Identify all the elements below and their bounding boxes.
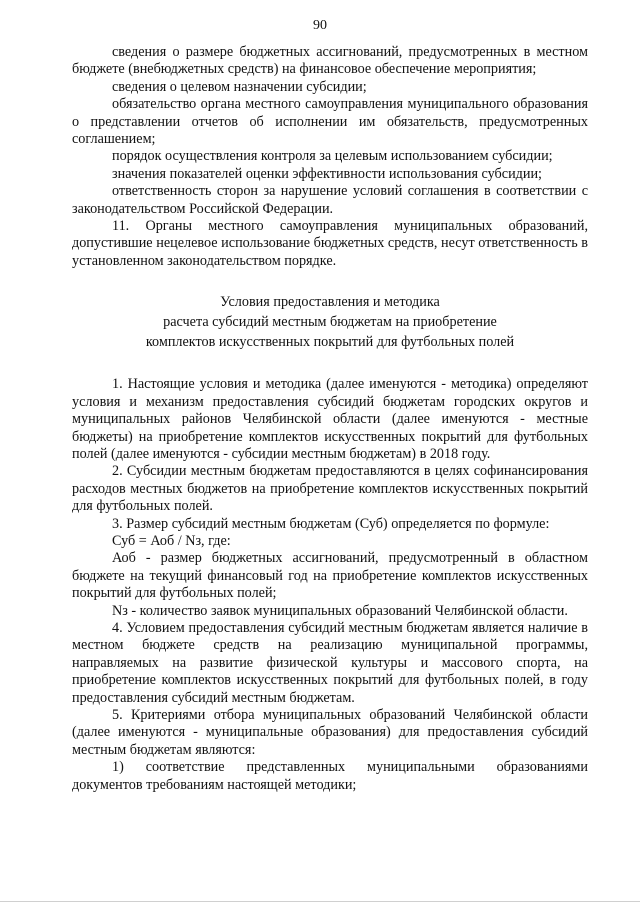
- paragraph: сведения о целевом назначении субсидии;: [112, 78, 367, 95]
- paragraph: порядок осуществления контроля за целевым использованием субсидии;: [112, 148, 553, 165]
- paragraph: 1) соответствие представленных муниципальными образованиями документов требованиям настоящей методики;: [72, 759, 588, 793]
- paragraph: 4. Условием предоставления субсидий местным бюджетам является наличие в местном бюджете средств на реализацию муниципальной программы, направляемых на развитие физической культуры и массового спорта, на приобретение комплектов искусственных покрытий для футбольных полей, в году предоставления субсидий местным бюджетам.: [72, 619, 588, 706]
- scan-edge-divider: [0, 901, 640, 902]
- paragraph: 5. Критериями отбора муниципальных образований Челябинской области (далее именуются - муниципальные образования) для предоставления субсидий местным бюджетам являются:: [72, 707, 588, 758]
- heading-line: комплектов искусственных покрытий для футбольных полей: [145, 334, 515, 351]
- section-heading: [72, 292, 588, 352]
- paragraph: Nз - количество заявок муниципальных образований Челябинской области.: [112, 602, 568, 619]
- paragraph: ответственность сторон за нарушение условий соглашения в соответствии с законодательством Российской Федерации.: [72, 183, 588, 217]
- paragraph: обязательство органа местного самоуправления муниципального образования о представлении отчетов об исполнении им обязательств, предусмотренных соглашением;: [72, 96, 588, 148]
- paragraph: сведения о размере бюджетных ассигнований, предусмотренных в местном бюджете (внебюджетных средств) на финансовое обеспечение мероприятия;: [72, 44, 588, 78]
- paragraph: 11. Органы местного самоуправления муниципальных образований, допустившие нецелевое использование бюджетных средств, несут ответственность в установленном законодательством порядке.: [72, 218, 588, 269]
- paragraph: Аоб - размер бюджетных ассигнований, предусмотренный в областном бюджете на текущий финансовый год на приобретение комплектов искусственных покрытий для футбольных полей;: [72, 550, 588, 602]
- formula: Суб = Аоб / Nз, где:: [112, 532, 231, 549]
- heading-line: расчета субсидий местным бюджетам на приобретение: [163, 314, 497, 331]
- paragraph: 3. Размер субсидий местным бюджетам (Суб) определяется по формуле:: [112, 515, 550, 532]
- heading-line: Условия предоставления и методика: [220, 294, 440, 311]
- document-body: [72, 44, 588, 794]
- paragraph: значения показателей оценки эффективности использования субсидии;: [112, 165, 543, 182]
- page-number: 90: [313, 18, 327, 33]
- paragraph: 1. Настоящие условия и методика (далее именуются - методика) определяют условия и механизм предоставления субсидий бюджетам городских округов и муниципальных районов Челябинской области (далее именуются - местные бюджеты) на приобретение комплектов искусственных покрытий для футбольных полей (далее именуются - субсидии местным бюджетам) в 2018 году.: [72, 376, 588, 462]
- paragraph: 2. Субсидии местным бюджетам предоставляются в целях софинансирования расходов местных бюджетов на приобретение комплектов искусственных покрытий для футбольных полей.: [72, 463, 588, 515]
